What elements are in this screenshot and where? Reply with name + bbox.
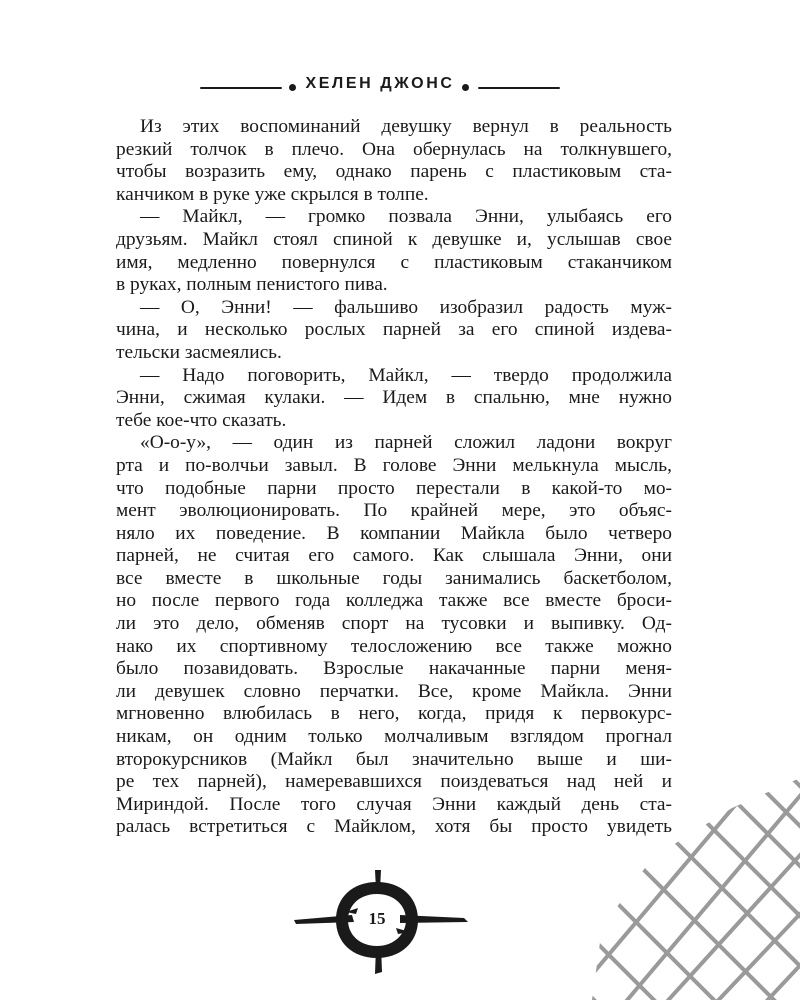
text-line: няло их поведение. В компании Майкла было четверо: [116, 522, 672, 544]
text-line: канчиком в руке уже скрылся в толпе.: [116, 183, 429, 205]
text-line: имя, медленно повернулся с пластиковым стаканчиком: [116, 251, 672, 273]
text-line: тельски засмеялись.: [116, 341, 282, 363]
text-line: но после первого года колледжа также все вместе броси-: [116, 590, 672, 612]
text-line: в руках, полным пенистого пива.: [116, 274, 388, 296]
chain-link-netting-icon: [592, 778, 800, 1000]
page-number: 15: [368, 909, 386, 928]
running-title: ХЕЛЕН ДЖОНС: [305, 75, 455, 92]
text-line: никам, он одним только молчаливым взглядом прогнал: [116, 726, 672, 748]
text-line: Энни, сжимая кулаки. — Идем в спальню, мне нужно: [116, 387, 672, 409]
text-line: — Майкл, — громко позвала Энни, улыбаясь его: [140, 206, 672, 228]
text-line: было позавидовать. Взрослые накачанные парни меня-: [116, 658, 672, 680]
text-line: друзьям. Майкл стоял спиной к девушке и, услышав свое: [116, 228, 672, 250]
text-line: «О-о-у», — один из парней сложил ладони вокруг: [140, 432, 672, 454]
text-line: Из этих воспоминаний девушку вернул в реальность: [140, 116, 672, 137]
header-rule-left: [200, 87, 282, 89]
text-line: резкий толчок в плечо. Она обернулась на толкнувшего,: [116, 138, 672, 160]
running-header: [0, 70, 800, 106]
text-line: мгновенно влюбилась в него, когда, придя к первокурс-: [116, 703, 672, 725]
text-line: чтобы возразить ему, однако парень с пластиковым ста-: [116, 161, 672, 183]
text-line: ли девушек словно перчатки. Все, кроме Майкла. Энни: [116, 680, 672, 702]
text-line: рта и по-волчьи завыл. В голове Энни мелькнула мысль,: [116, 454, 672, 476]
text-line: тебе кое-что сказать.: [116, 409, 287, 431]
header-rule-right: [478, 87, 560, 89]
text-line: — О, Энни! — фальшиво изобразил радость муж-: [140, 296, 672, 318]
folio: [292, 868, 472, 978]
text-line: — Надо поговорить, Майкл, — твердо продолжила: [140, 364, 672, 386]
text-line: что подобные парни просто перестали в какой-то мо-: [116, 477, 672, 499]
body-text: [116, 116, 672, 839]
header-dot-left: [289, 84, 296, 91]
text-line: чина, и несколько рослых парней за его спиной издева-: [116, 319, 672, 341]
text-line: Мириндой. После того случая Энни каждый день ста-: [116, 793, 672, 815]
text-line: второкурсников (Майкл был значительно выше и ши-: [116, 748, 672, 770]
text-line: нако их спортивному телосложению все также можно: [116, 635, 672, 657]
text-line: ралась встретиться с Майклом, хотя бы просто увидеть: [116, 816, 672, 838]
text-line: ли это дело, обменяв спорт на тусовки и выпивку. Од-: [116, 613, 672, 635]
text-line: ре тех парней), намеревавшихся поиздеваться над ней и: [116, 771, 672, 793]
text-line: все вместе в школьные годы занимались баскетболом,: [116, 567, 672, 589]
text-line: мент эволюционировать. По крайней мере, это объяс-: [116, 500, 672, 522]
header-dot-right: [462, 84, 469, 91]
text-line: парней, не считая его самого. Как слышала Энни, они: [116, 545, 672, 567]
